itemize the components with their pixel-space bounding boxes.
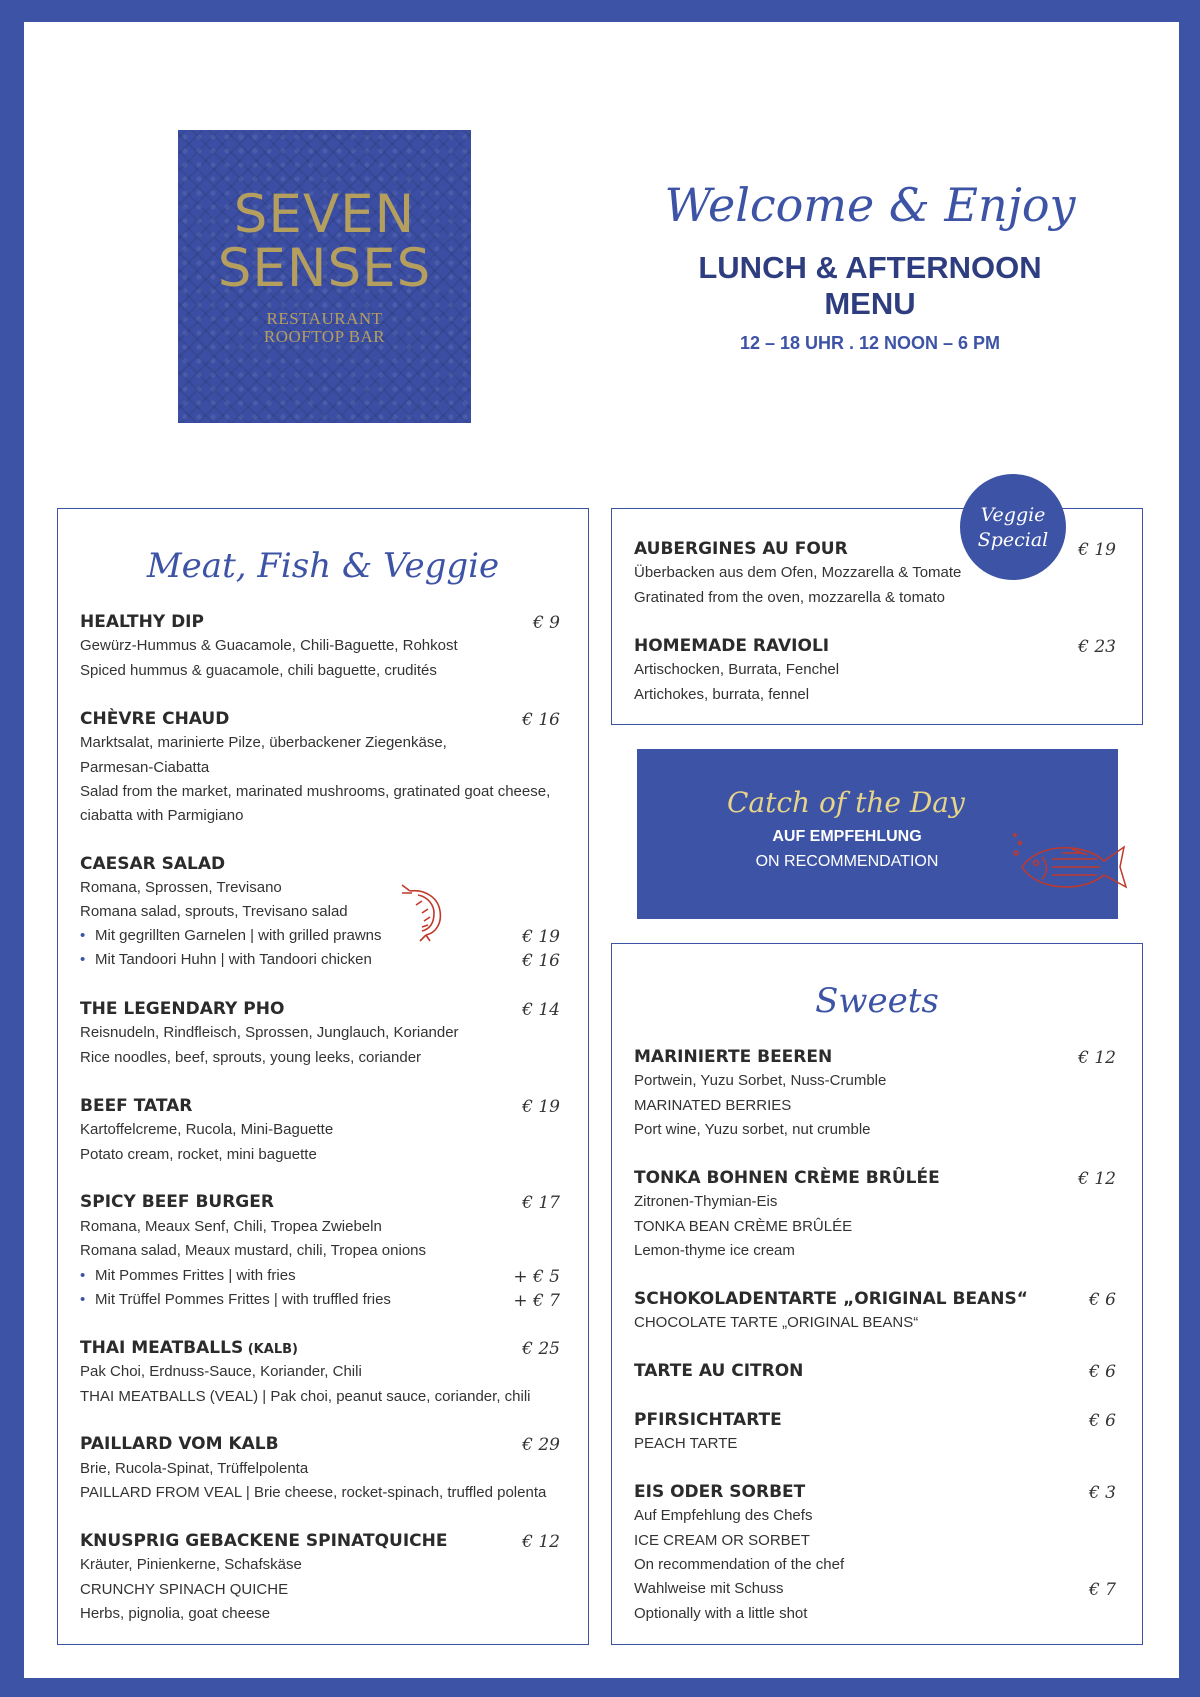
item-name: PFIRSICHTARTE	[634, 1410, 782, 1430]
item-name: CHÈVRE CHAUD	[80, 709, 230, 729]
fish-icon	[1012, 829, 1132, 904]
item-description: Salad from the market, marinated mushrooms, gratinated goat cheese,	[80, 783, 551, 800]
item-name-text: THAI MEATBALLS	[80, 1338, 244, 1358]
item-name: THE LEGENDARY PHO	[80, 999, 285, 1019]
item-description: Romana salad, sprouts, Trevisano salad	[80, 903, 348, 920]
logo-line-2: SENSES	[217, 238, 432, 299]
item-description: CHOCOLATE TARTE „ORIGINAL BEANS“	[634, 1314, 919, 1331]
item-price: € 12	[1078, 1048, 1116, 1068]
item-description: PAILLARD FROM VEAL | Brie cheese, rocket-spinach, truffled polenta	[80, 1484, 547, 1501]
item-price: € 19	[1078, 540, 1116, 560]
option-price: € 19	[522, 927, 560, 947]
item-name: HEALTHY DIP	[80, 612, 204, 632]
item-price: € 23	[1078, 637, 1116, 657]
item-description: On recommendation of the chef	[634, 1556, 845, 1573]
item-option: • Mit gegrillten Garnelen | with grilled prawns	[95, 927, 382, 944]
item-name: TARTE AU CITRON	[634, 1361, 804, 1381]
menu-title-line-2: MENU	[824, 286, 916, 321]
logo-line-3: RESTAURANT	[266, 309, 383, 328]
item-description: THAI MEATBALLS (VEAL) | Pak choi, peanut sauce, coriander, chili	[80, 1388, 531, 1405]
item-name: SCHOKOLADENTARTE „ORIGINAL BEANS“	[634, 1289, 1028, 1309]
item-description: Lemon-thyme ice cream	[634, 1242, 795, 1259]
restaurant-logo	[178, 130, 471, 423]
item-description: Romana salad, Meaux mustard, chili, Tropea onions	[80, 1242, 427, 1259]
item-description: Artichokes, burrata, fennel	[634, 686, 810, 703]
item-price: € 14	[522, 1000, 560, 1020]
item-description: Reisnudeln, Rindfleisch, Sprossen, Junglauch, Koriander	[80, 1024, 459, 1041]
welcome-heading: Welcome & Enjoy	[664, 178, 1076, 232]
item-description: Überbacken aus dem Ofen, Mozzarella & Tomate	[634, 564, 962, 581]
badge-line-1: Veggie	[980, 504, 1046, 526]
menu-title-line-1: LUNCH & AFTERNOON	[698, 250, 1042, 285]
option-price: + € 5	[513, 1267, 560, 1287]
item-description: Romana, Meaux Senf, Chili, Tropea Zwiebeln	[80, 1218, 382, 1235]
item-price: € 12	[1078, 1169, 1116, 1189]
item-description: ICE CREAM OR SORBET	[634, 1532, 810, 1549]
item-name: AUBERGINES AU FOUR	[634, 539, 848, 559]
badge-line-2: Special	[977, 529, 1049, 551]
item-name: CAESAR SALAD	[80, 854, 226, 874]
item-price: € 6	[1088, 1411, 1116, 1431]
item-name: EIS ODER SORBET	[634, 1482, 806, 1502]
item-price: € 19	[522, 1097, 560, 1117]
logo-line-1: SEVEN	[233, 184, 416, 245]
item-name-note: (KALB)	[243, 1342, 298, 1357]
item-description: Kartoffelcreme, Rucola, Mini-Baguette	[80, 1121, 334, 1138]
item-name: HOMEMADE RAVIOLI	[634, 636, 830, 656]
item-description: Port wine, Yuzu sorbet, nut crumble	[634, 1121, 871, 1138]
item-name	[80, 1338, 298, 1358]
item-price: € 9	[532, 613, 560, 633]
item-description: Herbs, pignolia, goat cheese	[80, 1605, 271, 1622]
item-description: Spiced hummus & guacamole, chili baguette, crudités	[80, 662, 437, 679]
veggie-special-badge	[960, 474, 1066, 580]
item-description: Gratinated from the oven, mozzarella & tomato	[634, 589, 945, 606]
item-description: Gewürz-Hummus & Guacamole, Chili-Baguette, Rohkost	[80, 637, 458, 654]
item-name: BEEF TATAR	[80, 1096, 193, 1116]
item-price: € 3	[1088, 1483, 1116, 1503]
catch-line-2: ON RECOMMENDATION	[755, 853, 939, 870]
item-option: • Mit Tandoori Huhn | with Tandoori chicken	[95, 951, 372, 968]
item-description: Romana, Sprossen, Trevisano	[80, 879, 282, 896]
item-description: TONKA BEAN CRÈME BRÛLÉE	[634, 1218, 853, 1235]
item-price: € 6	[1088, 1362, 1116, 1382]
meat-section-title: Meat, Fish & Veggie	[146, 546, 500, 586]
item-name: KNUSPRIG GEBACKENE SPINATQUICHE	[80, 1531, 448, 1551]
item-price: € 16	[522, 710, 560, 730]
item-description: Brie, Rucola-Spinat, Trüffelpolenta	[80, 1460, 309, 1477]
item-description: Potato cream, rocket, mini baguette	[80, 1146, 317, 1163]
option-price: + € 7	[513, 1291, 560, 1311]
item-name: PAILLARD VOM KALB	[80, 1434, 279, 1454]
item-description: ciabatta with Parmigiano	[80, 807, 244, 824]
option-price: € 16	[522, 951, 560, 971]
item-description: Auf Empfehlung des Chefs	[634, 1507, 813, 1524]
item-description: Optionally with a little shot	[634, 1605, 808, 1622]
item-description: Portwein, Yuzu Sorbet, Nuss-Crumble	[634, 1072, 887, 1089]
item-option: • Mit Trüffel Pommes Frittes | with truffled fries	[95, 1291, 391, 1308]
item-name: SPICY BEEF BURGER	[80, 1192, 274, 1212]
item-description: Marktsalat, marinierte Pilze, überbackener Ziegenkäse,	[80, 734, 447, 751]
item-description: Parmesan-Ciabatta	[80, 759, 210, 776]
item-price: € 12	[522, 1532, 560, 1552]
item-price: € 29	[522, 1435, 560, 1455]
catch-title: Catch of the Day	[727, 786, 965, 819]
item-price: € 6	[1088, 1290, 1116, 1310]
sweets-section-title: Sweets	[815, 981, 939, 1021]
catch-of-the-day-banner	[637, 749, 1118, 919]
item-description: Rice noodles, beef, sprouts, young leeks, coriander	[80, 1049, 422, 1066]
item-name: TONKA BOHNEN CRÈME BRÛLÉE	[634, 1168, 940, 1188]
item-description: Wahlweise mit Schuss	[634, 1580, 784, 1597]
option-price: € 7	[1088, 1580, 1116, 1600]
shrimp-icon	[400, 883, 460, 943]
item-description: Kräuter, Pinienkerne, Schafskäse	[80, 1556, 302, 1573]
item-price: € 25	[522, 1339, 560, 1359]
item-name: MARINIERTE BEEREN	[634, 1047, 833, 1067]
item-description: Zitronen-Thymian-Eis	[634, 1193, 778, 1210]
item-description: Artischocken, Burrata, Fenchel	[634, 661, 840, 678]
logo-line-4: ROOFTOP BAR	[263, 327, 386, 346]
item-description: MARINATED BERRIES	[634, 1097, 792, 1114]
opening-hours: 12 – 18 UHR . 12 NOON – 6 PM	[739, 333, 1001, 353]
item-description: CRUNCHY SPINACH QUICHE	[80, 1581, 289, 1598]
item-price: € 17	[522, 1193, 560, 1213]
item-description: Pak Choi, Erdnuss-Sauce, Koriander, Chili	[80, 1363, 362, 1380]
catch-line-1: AUF EMPFEHLUNG	[772, 828, 922, 845]
item-description: PEACH TARTE	[634, 1435, 738, 1452]
item-option: • Mit Pommes Frittes | with fries	[95, 1267, 296, 1284]
